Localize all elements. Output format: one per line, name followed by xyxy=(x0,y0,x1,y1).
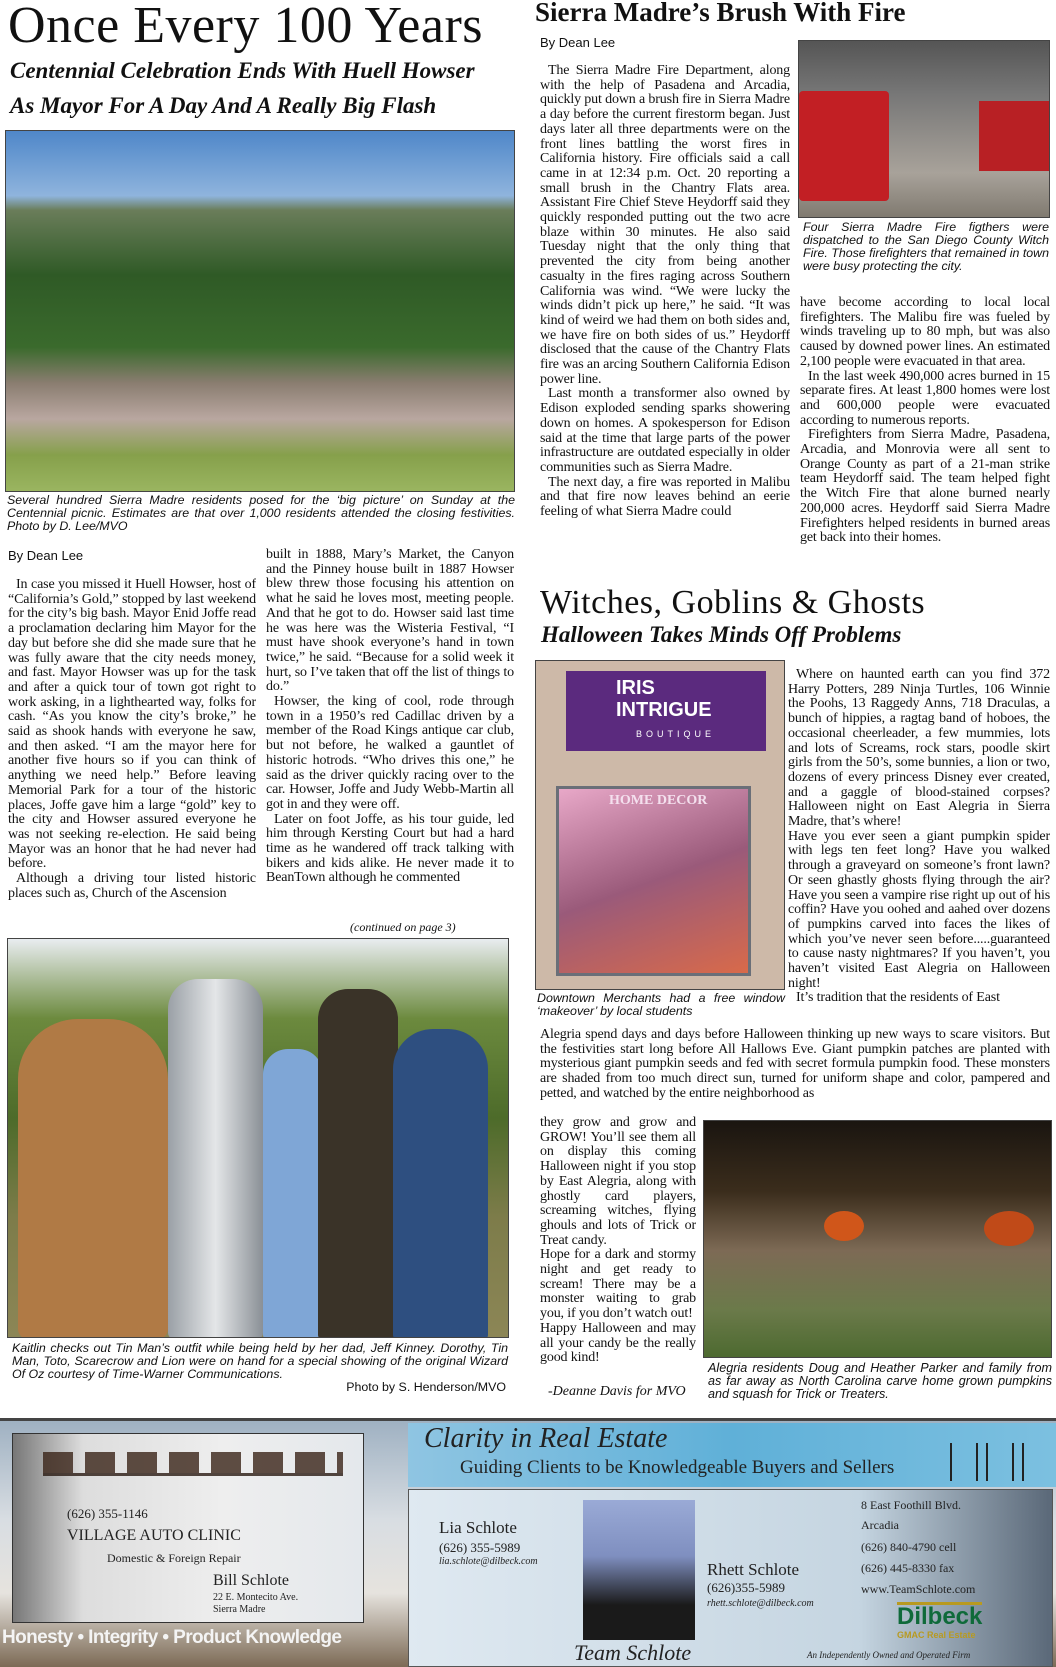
dorothy-costume xyxy=(263,1049,323,1338)
scarecrow-costume xyxy=(318,989,398,1338)
realty-disclaimer: An Independently Owned and Operated Firm xyxy=(807,1650,971,1660)
agent2-phone: (626)355-5989 xyxy=(707,1580,785,1595)
realty-header xyxy=(408,1423,1056,1487)
realty-card xyxy=(408,1489,1053,1667)
paragraph: they grow and grow and GROW! You’ll see them all on display this coming Halloween night if you stop by East Alegria, along with ghostly card players, screaming witches, flying ghouls and lots of Trick or Treat candy. xyxy=(540,1116,696,1248)
paragraph: The Sierra Madre Fire Department, along with the help of Pasadena and Arcadia, quickly put down a brush fire in Sierra Madre a day before the current firestorm began. Just days later all three departments were on the front lines battling the worst fires in California history. Fire officials said a call came in at 12:34 p.m. Oct. 20 reporting a small brush in the Chantry Flats area. Assistant Fire Chief Steve Heydorff said they quickly responded putting out the two acre blaze within 30 minutes. He also said Tuesday night that the only thing that prevented the city from being another casualty in the fires raging across Southern California was wind. “We were lucky the winds didn’t pick up here,” he said. “It was kind of weird we had them on both sides and, we have fire on both sides of us.” Heydorff disclosed that the cause of the Chantry Flats fire was an arcing Southern California Edison power line. xyxy=(540,64,790,387)
realty-cell: (626) 840-4790 cell xyxy=(861,1540,957,1554)
centennial-column-1 xyxy=(8,578,256,936)
centennial-column-2 xyxy=(266,548,514,936)
agents-portrait-photo xyxy=(583,1500,695,1640)
auto-tagline: Honesty • Integrity • Product Knowledge xyxy=(2,1627,342,1648)
auto-service: Domestic & Foreign Repair xyxy=(107,1551,241,1565)
agent1-name: Lia Schlote xyxy=(439,1518,517,1537)
auto-phone: (626) 355-1146 xyxy=(67,1506,148,1521)
auto-address: 22 E. Montecito Ave. xyxy=(213,1592,299,1603)
paragraph: Last month a transformer also owned by Edison exploded sending sparks showering down on homes. A spokesperson for Edison said at the time that large parts of the power infrastructure are outdated especially in older communities such as Sierra Madre. xyxy=(540,386,790,475)
fire-byline: By Dean Lee xyxy=(540,35,616,50)
paragraph: built in 1888, Mary’s Market, the Canyon and the Pinney house built in 1887 Howser blew threw those focusing his attention on what he said he loves most, meeting people. And that he got to do. Howser said last time he was here was the Wisteria Festival, “I must have shook everyone’s hand in town twice,” he said. “Because for a solid week it hurt, so I’ve taken that off the list of things to do.” xyxy=(266,548,514,695)
fire-truck-photo xyxy=(798,40,1050,218)
auto-business-name: VILLAGE AUTO CLINIC xyxy=(67,1527,241,1544)
paragraph: In case you missed it Huell Howser, host of “California’s Gold,” stopped by last weekend for the city’s big bash. Mayor Enid Joffe read a proclamation declaring him Mayor for the day but before she did she made sure that he was fully aware that the city needs money, and fast. Mayor Howser was up for the task and after a quick tour of town got right to work asking, in a lighthearted way, folks for cash. “As you know the city’s broke,” he said as shook hands with everyone he saw, and then asked. “I am the mayor here for another five hours so if you can think of anything we need help.” Before leaving Memorial Park for a tour of the historic places, Joffe gave him a large “gold” key to the city and Howser assured everyone he was not seeking re-election. He said being Mayor was an honor that he had never had before. xyxy=(8,578,256,872)
agent2-email: rhett.schlote@dilbeck.com xyxy=(707,1598,814,1609)
fire-headline: Sierra Madre’s Brush With Fire xyxy=(535,0,906,27)
realty-city: Arcadia xyxy=(861,1518,899,1532)
car-silhouettes-icon xyxy=(43,1452,343,1476)
fire-column-2 xyxy=(800,296,1050,586)
sign-text: BOUTIQUE xyxy=(636,729,716,739)
window-text: HOME DECOR xyxy=(609,793,708,808)
advertisement-banner xyxy=(0,1418,1056,1667)
team-name: Team Schlote xyxy=(574,1640,692,1665)
fire-column-1 xyxy=(540,64,790,586)
realty-subtitle: Guiding Clients to be Knowledgeable Buyers and Sellers xyxy=(460,1457,895,1478)
halloween-headline: Witches, Goblins & Ghosts xyxy=(540,584,926,621)
paragraph: Later on foot Joffe, as his tour guide, led him through Kersting Court but had a hard time as he wandered off track talking with bikers and kids alike. He never made it to BeanTown although he commented xyxy=(266,811,514,886)
realty-title: Clarity in Real Estate xyxy=(424,1423,668,1454)
oz-photo-caption: Kaitlin checks out Tin Man’s outfit while being held by her dad, Jeff Kinney. Dorothy, Tin Man, Toto, Scarecrow and Lion were on hand for a special showing of the original Wizard Of Oz courtesy of Time-Warner Communications. xyxy=(12,1341,508,1381)
halloween-column-right xyxy=(788,668,1050,1030)
centennial-photo-caption: Several hundred Sierra Madre residents posed for the ‘big picture’ on Sunday at the Centennial picnic. Estimates are that over 1,000 residents attended the closing festivities. Photo by D. Lee/MVO xyxy=(7,493,515,533)
decorated-window xyxy=(556,786,751,976)
auto-address: Sierra Madre xyxy=(213,1604,266,1615)
wizard-of-oz-photo xyxy=(7,938,509,1338)
auto-owner: Bill Schlote xyxy=(213,1572,289,1589)
paragraph: The next day, a fire was reported in Malibu and that fire now leaves behind an eerie feeling of what Sierra Madre could xyxy=(540,474,790,520)
man-holding-baby xyxy=(393,1029,488,1338)
paragraph: have become according to local local firefighters. The Malibu fire was fueled by winds traveling up to 80 mph, but was also caused by downed power lines. An estimated 2,100 people were evacuated in that area. xyxy=(800,296,1050,369)
centennial-subhead-2: As Mayor For A Day And A Really Big Flash xyxy=(10,93,437,118)
halloween-column-narrow xyxy=(540,1116,696,1384)
paragraph: Firefighters from Sierra Madre, Pasadena, Arcadia, and Monrovia were all sent to Orange County as part of a 21-man strike team Heydorff said. The team helped fight the Witch Fire that alone burned nearly 200,000 acres. Heydorff said Sierra Madre Firefighters helped residents in burned areas get back into their homes. xyxy=(800,427,1050,546)
fire-truck xyxy=(979,101,1050,171)
fire-photo-caption: Four Sierra Madre Fire figthers were dispatched to the San Diego County Witch Fire. Those firefighters that remained in town were busy protecting the city. xyxy=(803,220,1049,273)
pumpkin xyxy=(824,1211,864,1241)
tin-man-costume xyxy=(168,979,263,1338)
realty-website[interactable]: www.TeamSchlote.com xyxy=(861,1582,976,1596)
halloween-wide-text xyxy=(540,1028,1050,1118)
sign-text: IRIS xyxy=(616,677,655,699)
gmac-logo: GMAC Real Estate xyxy=(897,1630,976,1640)
paragraph: Howser, the king of cool, rode through town in a 1950’s red Cadillac driven by a member of the Road Kings antique car club, but not before, he walked a gauntlet of historic hotrods. “Who drives this one,” he said as the driver quickly racing over to the car. Howser, Joffe and Judy Webb-Martin all got in and they were off. xyxy=(266,694,514,812)
paragraph: Hope for a dark and stormy night and get ready to scream! There may be a monster waiting to grab you, if you don’t watch out! xyxy=(540,1247,696,1322)
dilbeck-logo: Dilbeck xyxy=(897,1603,983,1630)
agent1-email: lia.schlote@dilbeck.com xyxy=(439,1556,538,1567)
paragraph: Have you ever seen a giant pumpkin spider with legs ten feet long? Have you walked through a graveyard on someone’s front lawn? Or seen ghastly ghosts flying through the air? Have you seen a vampire rise right up out of his coffin? Have you oohed and aahed over dozens of pumpkins carved into faces the likes of which you’ve never seen before.....guaranteed to cause nasty nightmares? If you haven’t, you haven’t visited East Alegria on Halloween night! xyxy=(788,828,1050,991)
agent1-phone: (626) 355-5989 xyxy=(439,1540,521,1555)
window-logo-icon xyxy=(948,1443,1048,1481)
shop-sign xyxy=(566,671,766,751)
centennial-headline: Once Every 100 Years xyxy=(8,0,484,54)
shop-photo-caption: Downtown Merchants had a free window ‘makeover’ by local students xyxy=(537,991,785,1018)
oz-photo-credit: Photo by S. Henderson/MVO xyxy=(346,1380,506,1394)
centennial-group-photo xyxy=(5,130,515,492)
pumpkin xyxy=(984,1211,1034,1246)
lion-costume xyxy=(18,1019,168,1338)
pumpkin-photo-caption: Alegria residents Doug and Heather Parker and family from as far away as North Carolina carve home grown pumpkins and squash for Trick or Treaters. xyxy=(708,1361,1052,1401)
continued-note: (continued on page 3) xyxy=(350,920,456,934)
village-auto-clinic-card xyxy=(12,1433,364,1623)
paragraph: Happy Halloween and may all your candy be the really good kind! xyxy=(540,1320,696,1366)
realty-address: 8 East Foothill Blvd. xyxy=(861,1498,962,1512)
centennial-byline: By Dean Lee xyxy=(8,548,84,563)
iris-intrigue-shop-photo xyxy=(535,660,785,990)
pumpkin-carving-photo xyxy=(703,1120,1052,1358)
paragraph: In the last week 490,000 acres burned in 15 separate fires. At least 1,800 homes were lost and 600,000 people were evacuated according to numerous reports. xyxy=(800,368,1050,428)
centennial-subhead-1: Centennial Celebration Ends With Huell Howser xyxy=(10,58,475,83)
realty-fax: (626) 445-8330 fax xyxy=(861,1561,955,1575)
paragraph: Although a driving tour listed historic places such as, Church of the Ascension xyxy=(8,871,256,901)
agent2-name: Rhett Schlote xyxy=(707,1560,800,1579)
fire-truck xyxy=(799,91,889,201)
halloween-subhead: Halloween Takes Minds Off Problems xyxy=(541,622,902,647)
paragraph: Where on haunted earth can you find 372 Harry Potters, 289 Ninja Turtles, 106 Winnie the Poohs, 13 Raggedy Anns, 718 Draculas, a bunch of hippies, a ragtag band of hoboes, the occasional cheerleader, a few mummies, lots and lots of Screams, rock stars, poodle skirt girls from the 50’s, some bunnies, a lion or two, dozens of every princess Disney ever created, and a gaggle of blood-stained corpses? Halloween night on East Alegria in Sierra Madre, that’s where! xyxy=(788,668,1050,830)
paragraph: Alegria spend days and days before Halloween thinking up new ways to scare visitors. But the festivities start long before All Hallows Eve. Giant pumpkin patches are planted with mysterious giant pumpkin seeds and fed with secret formula pumpkin food. These monsters are shaded from too much direct sun, turned for uniform shape and color, pampered and petted, and watched by the entire neighborhood as xyxy=(540,1028,1050,1101)
halloween-signoff: -Deanne Davis for MVO xyxy=(548,1384,686,1399)
sign-text: INTRIGUE xyxy=(616,699,712,721)
paragraph: It’s tradition that the residents of East xyxy=(796,990,1000,1006)
